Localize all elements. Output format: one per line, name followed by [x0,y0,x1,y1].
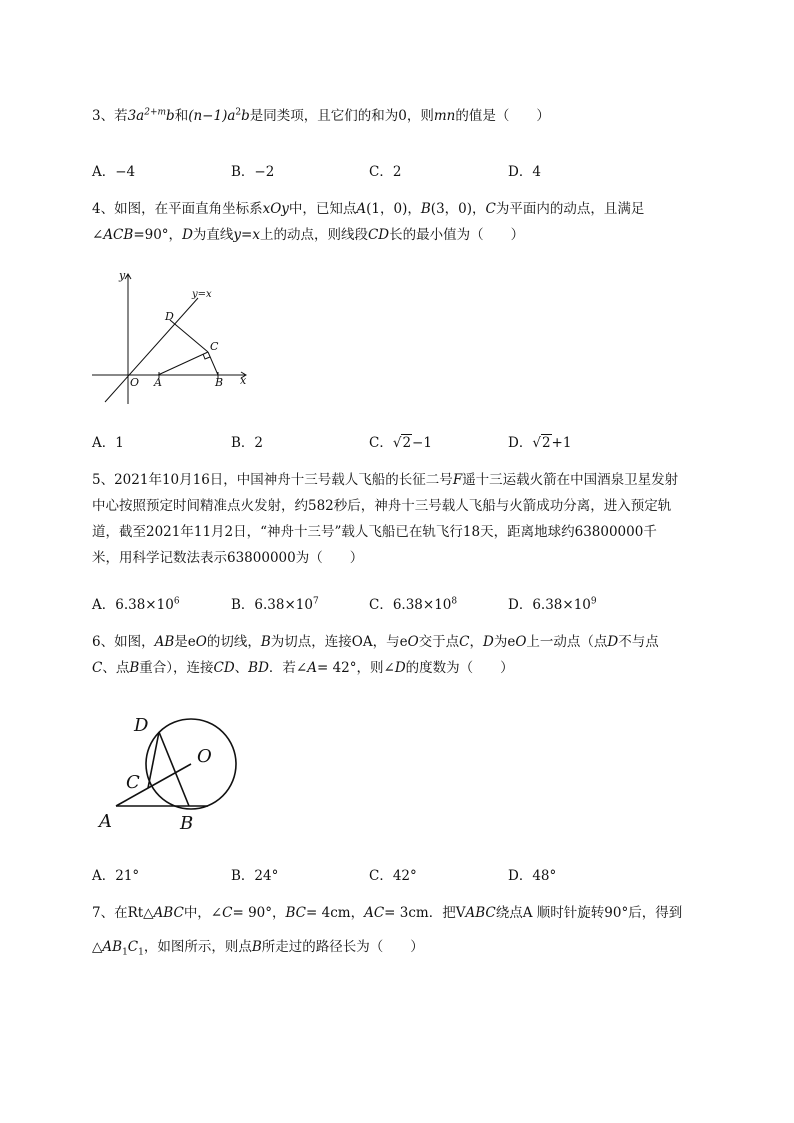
q5-stem-line3: 道，截至2021年11月2日，“神舟十三号”载人飞船已在轨飞行18天，距离地球约63800000千 [92,524,657,540]
q6-label-b: B [180,813,194,834]
q6-stem-line2: C、点B重合），连接CD、BD．若∠A= 42°，则∠D的度数为（ ） [92,660,514,676]
q6-option-a[interactable]: A．21° [92,868,140,884]
q6-figure [96,706,246,834]
q6-label-c: C [126,772,140,793]
q4-segment-cb [208,352,218,375]
q4-option-a[interactable]: A．1 [92,435,124,451]
q4-label-o: O [130,376,140,389]
q4-option-b[interactable]: B．2 [231,435,264,451]
q7-stem-line2: $\triangle AB_1C_1$，如图所示，则点B所走过的路径长为（ ） [92,939,424,958]
q5-option-a[interactable]: A．$6.38\times 10^6$ [92,596,180,613]
q3-option-b[interactable]: B．−2 [231,164,275,180]
q4-segment-ac [158,352,208,375]
q4-stem-line1: 4、如图，在平面直角坐标系xOy中，已知点A(1，0)，B(3，0)，C为平面内的动点，且满足 [92,201,645,217]
q3-option-a[interactable]: A．−4 [92,164,136,180]
q4-label-y: y [119,269,126,282]
q4-label-d: D [165,310,174,323]
q4-label-line: y=x [192,289,212,300]
q5-stem-line1: 5、2021年10月16日，中国神舟十三号载人飞船的长征二号F遥十三运载火箭在中国酒泉卫星发射 [92,472,679,488]
q4-segment-dc [170,320,208,352]
q5-option-c[interactable]: C．$6.38\times 10^8$ [369,596,458,613]
q6-option-c[interactable]: C．42° [369,868,417,884]
q4-label-x: x [240,374,247,387]
q3-stem: 3、若$3a^{2+m}b$和$(n-1)a^2b$是同类项，且它们的和为0，则mn的值是（ ） [92,107,550,124]
q4-option-d[interactable]: D．√2+1 [508,435,572,451]
q4-label-c: C [210,340,219,353]
q6-option-d[interactable]: D．48° [508,868,557,884]
q4-option-c[interactable]: C．√2−1 [369,435,432,451]
q4-label-a: A [154,376,162,389]
q5-stem-line2: 中心按照预定时间精准点火发射，约582秒后，神舟十三号载人飞船与火箭成功分离，进入预定轨 [92,498,672,514]
q5-option-b[interactable]: B．$6.38\times 10^7$ [231,596,319,613]
q6-label-a: A [99,811,112,832]
q6-option-b[interactable]: B．24° [231,868,279,884]
q6-label-o: O [197,746,212,767]
sqrt-sign: √ [532,435,541,451]
q6-label-d: D [134,715,149,736]
q4-line-yx [105,298,198,402]
q4-label-b: B [215,376,224,389]
q3-option-d[interactable]: D．4 [508,164,541,180]
q5-stem-line4: 米，用科学记数法表示63800000为（ ） [92,550,364,566]
q5-option-d[interactable]: D．$6.38\times 10^9$ [508,596,597,613]
q6-stem-line1: 6、如图，AB是eO的切线，B为切点，连接OA，与eO交于点C，D为eO上一动点（点D不与点 [92,634,659,650]
q6-segment-bd [159,732,189,806]
q7-stem-line1: 7、在Rt△ABC中，∠C= 90°，BC= 4cm，AC= 3cm．把VABC绕点A 顺时针旋转90°后，得到 [92,905,683,921]
q3-option-c[interactable]: C．2 [369,164,402,180]
q4-figure [88,262,258,407]
sqrt-sign: √ [392,435,402,451]
q4-stem-line2: ∠ACB=90°，D为直线y=x上的动点，则线段CD长的最小值为（ ） [92,227,525,243]
